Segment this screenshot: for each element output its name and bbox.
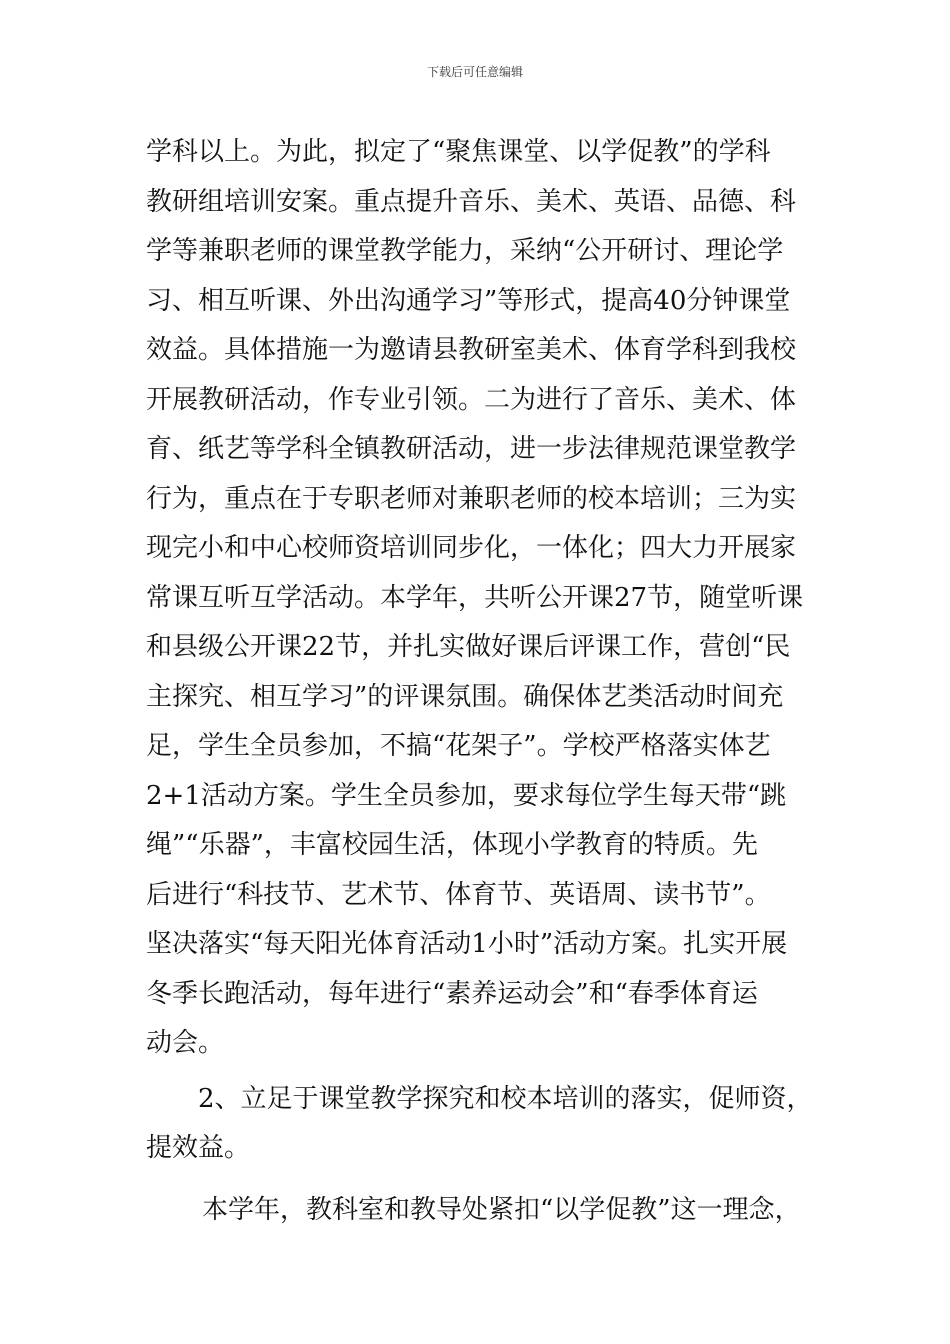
- section-heading-line: 2、立足于课堂教学探究和校本培训的落实，促师资，: [198, 1083, 813, 1114]
- paragraph-line: 主探究、相互学习”的评课氛围。确保体艺类活动时间充: [146, 681, 784, 712]
- paragraph-line: 和县级公开课22节，并扎实做好课后评课工作，营创“民: [146, 632, 791, 662]
- paragraph-line: 常课互听互学活动。本学年，共听公开课27节，随堂听课: [146, 582, 804, 613]
- paragraph-line: 动会。: [146, 1028, 225, 1058]
- paragraph-line: 习、相互听课、外出沟通学习”等形式，提高40分钟课堂: [146, 285, 791, 316]
- paragraph-line: 行为，重点在于专职老师对兼职老师的校本培训；三为实: [146, 483, 797, 514]
- paragraph-line: 冬季长跑活动，每年进行“素养运动会”和“春季体育运: [146, 978, 758, 1009]
- paragraph-line: 开展教研活动，作专业引领。二为进行了音乐、美术、体: [146, 384, 797, 415]
- paragraph-line: 后进行“科技节、艺术节、体育节、英语周、读书节”。: [146, 879, 771, 910]
- paragraph-line: 绳”“乐器”，丰富校园生活，体现小学教育的特质。先: [146, 830, 758, 860]
- paragraph-line: 教研组培训安案。重点提升音乐、美术、英语、品德、科: [146, 186, 797, 217]
- paragraph-line: 现完小和中心校师资培训同步化，一体化；四大力开展家: [146, 533, 797, 563]
- paragraph-line: 学科以上。为此，拟定了“聚焦课堂、以学促教”的学科: [146, 137, 771, 167]
- section-heading-line: 提效益。: [146, 1133, 251, 1163]
- paragraph-line: 2+1活动方案。学生全员参加，要求每位学生每天带“跳: [146, 780, 787, 811]
- paragraph-line: 足，学生全员参加，不搞“花架子”。学校严格落实体艺: [146, 731, 771, 761]
- paragraph-line: 坚决落实“每天阳光体育活动1小时”活动方案。扎实开展: [146, 929, 788, 959]
- paragraph-line: 育、纸艺等学科全镇教研活动，进一步法律规范课堂教学: [146, 434, 797, 464]
- paragraph-line: 效益。具体措施一为邀请县教研室美术、体育学科到我校: [146, 335, 797, 365]
- document-body: [146, 128, 836, 1235]
- paragraph-line: 学等兼职老师的课堂教学能力，采纳“公开研讨、理论学: [146, 236, 784, 266]
- page-header: 下载后可任意编辑: [426, 65, 523, 79]
- paragraph-line: 本学年，教科室和教导处紧扣“以学促教”这一理念，: [202, 1194, 801, 1225]
